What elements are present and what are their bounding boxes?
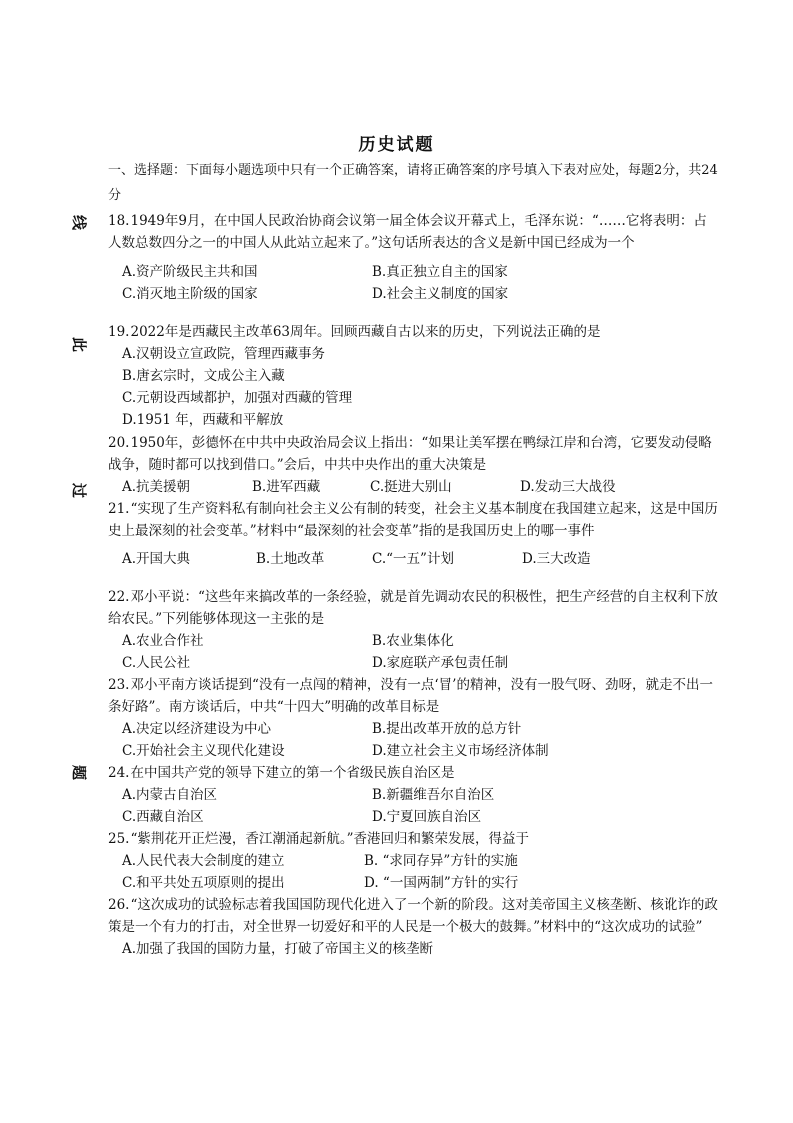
question-stem: 1949年9月，在中国人民政治协商会议第一届全体会议开幕式上，毛泽东说：“……它将表明：占人数总数四分之一的中国人从此站立起来了。”这句话所表达的含义是新中国已经成为一个	[108, 213, 707, 251]
option-b[interactable]: B.真正独立自主的国家	[372, 264, 508, 280]
question-18	[108, 210, 720, 305]
option-b[interactable]: B.提出改革开放的总方针	[372, 721, 522, 737]
option-d[interactable]: D.宁夏回族自治区	[372, 809, 482, 825]
question-stem: 在中国共产党的领导下建立的第一个省级民族自治区是	[130, 765, 455, 781]
option-d[interactable]: D.发动三大战役	[520, 479, 616, 495]
option-c[interactable]: C.挺进大别山	[370, 479, 452, 495]
option-a[interactable]: A.开国大典	[122, 551, 191, 567]
option-c[interactable]: C.和平共处五项原则的提出	[122, 875, 285, 891]
question-number: 22.	[108, 589, 130, 605]
question-number: 25.	[108, 831, 130, 847]
option-c[interactable]: C.人民公社	[122, 655, 191, 671]
margin-label-xian: 线	[70, 214, 89, 231]
option-d[interactable]: D.家庭联产承包责任制	[372, 655, 509, 671]
question-19	[108, 321, 720, 431]
option-a[interactable]: A.加强了我国的国防力量，打破了帝国主义的核垄断	[122, 941, 434, 957]
option-c[interactable]: C.“一五”计划	[372, 551, 454, 567]
option-c[interactable]: C.消灭地主阶级的国家	[122, 286, 258, 302]
question-number: 20.	[108, 435, 130, 451]
option-b[interactable]: B.进军西藏	[252, 479, 321, 495]
question-number: 19.	[108, 324, 130, 340]
option-b[interactable]: B.农业集体化	[372, 633, 454, 649]
option-d[interactable]: D.建立社会主义市场经济体制	[372, 743, 549, 759]
question-number: 23.	[108, 677, 130, 693]
option-d[interactable]: D.1951 年，西藏和平解放	[122, 412, 284, 428]
question-24	[108, 762, 720, 828]
question-number: 26.	[108, 897, 130, 913]
option-b[interactable]: B.唐玄宗时，文成公主入藏	[122, 368, 285, 384]
section-instructions: 一、选择题：下面每小题选项中只有一个正确答案，请将正确答案的序号填入下表对应处，每题2分，共24分	[108, 163, 718, 203]
question-stem: “实现了生产资料私有制向社会主义公有制的转变，社会主义基本制度在我国建立起来，这是中国历史上最深刻的社会变革。”材料中“最深刻的社会变革”指的是我国历史上的哪一事件	[108, 501, 718, 539]
margin-label-ci: 此	[70, 336, 89, 353]
margin-label-guo: 过	[70, 482, 89, 499]
option-c[interactable]: C.西藏自治区	[122, 809, 204, 825]
question-stem: “紫荆花开正烂漫，香江潮涌起新航。”香港回归和繁荣发展，得益于	[130, 831, 530, 847]
margin-label-ti: 题	[70, 764, 89, 781]
option-a[interactable]: A.人民代表大会制度的建立	[122, 853, 285, 869]
option-a[interactable]: A.抗美援朝	[122, 479, 191, 495]
option-d[interactable]: D.社会主义制度的国家	[372, 286, 509, 302]
option-b[interactable]: B. “求同存异”方针的实施	[364, 853, 518, 869]
question-number: 21.	[108, 501, 130, 517]
option-c[interactable]: C.元朝设西域都护，加强对西藏的管理	[122, 390, 353, 406]
option-b[interactable]: B.土地改革	[256, 551, 325, 567]
question-21	[108, 498, 720, 570]
option-b[interactable]: B.新疆维吾尔自治区	[372, 787, 495, 803]
question-stem: “这次成功的试验标志着我国国防现代化进入了一个新的阶段。这对美帝国主义核垄断、核讹诈的政策是一个有力的打击，对全世界一切爱好和平的人民是一个极大的鼓舞。”材料中的“这次成功的试验”	[108, 897, 718, 935]
option-d[interactable]: D. “一国两制”方针的实行	[364, 875, 519, 891]
option-a[interactable]: A.决定以经济建设为中心	[122, 721, 272, 737]
question-stem: 1950年，彭德怀在中共中央政治局会议上指出：“如果让美军摆在鸭绿江岸和台湾，它要发动侵略战争，随时都可以找到借口。”会后，中共中央作出的重大决策是	[108, 435, 712, 473]
option-a[interactable]: A.内蒙古自治区	[122, 787, 218, 803]
question-22	[108, 586, 720, 674]
option-c[interactable]: C.开始社会主义现代化建设	[122, 743, 285, 759]
question-25	[108, 828, 720, 894]
option-a[interactable]: A.农业合作社	[122, 633, 204, 649]
question-stem: 2022年是西藏民主改革63周年。回顾西藏自古以来的历史，下列说法正确的是	[130, 324, 601, 340]
option-d[interactable]: D.三大改造	[522, 551, 591, 567]
question-26	[108, 894, 720, 960]
question-20	[108, 432, 720, 498]
page-title: 历史试题	[358, 135, 435, 155]
question-number: 18.	[108, 213, 130, 229]
question-stem: 邓小平南方谈话提到“没有一点闯的精神，没有一点‘冒’的精神，没有一股气呀、劲呀，就走不出一条好路”。南方谈话后，中共“十四大”明确的改革目标是	[108, 677, 713, 715]
option-a[interactable]: A.资产阶级民主共和国	[122, 264, 258, 280]
option-a[interactable]: A.汉朝设立宣政院，管理西藏事务	[122, 346, 326, 362]
question-stem: 邓小平说：“这些年来搞改革的一条经验，就是首先调动农民的积极性，把生产经营的自主权利下放给农民。”下列能够体现这一主张的是	[108, 589, 718, 627]
question-23	[108, 674, 720, 762]
question-number: 24.	[108, 765, 130, 781]
